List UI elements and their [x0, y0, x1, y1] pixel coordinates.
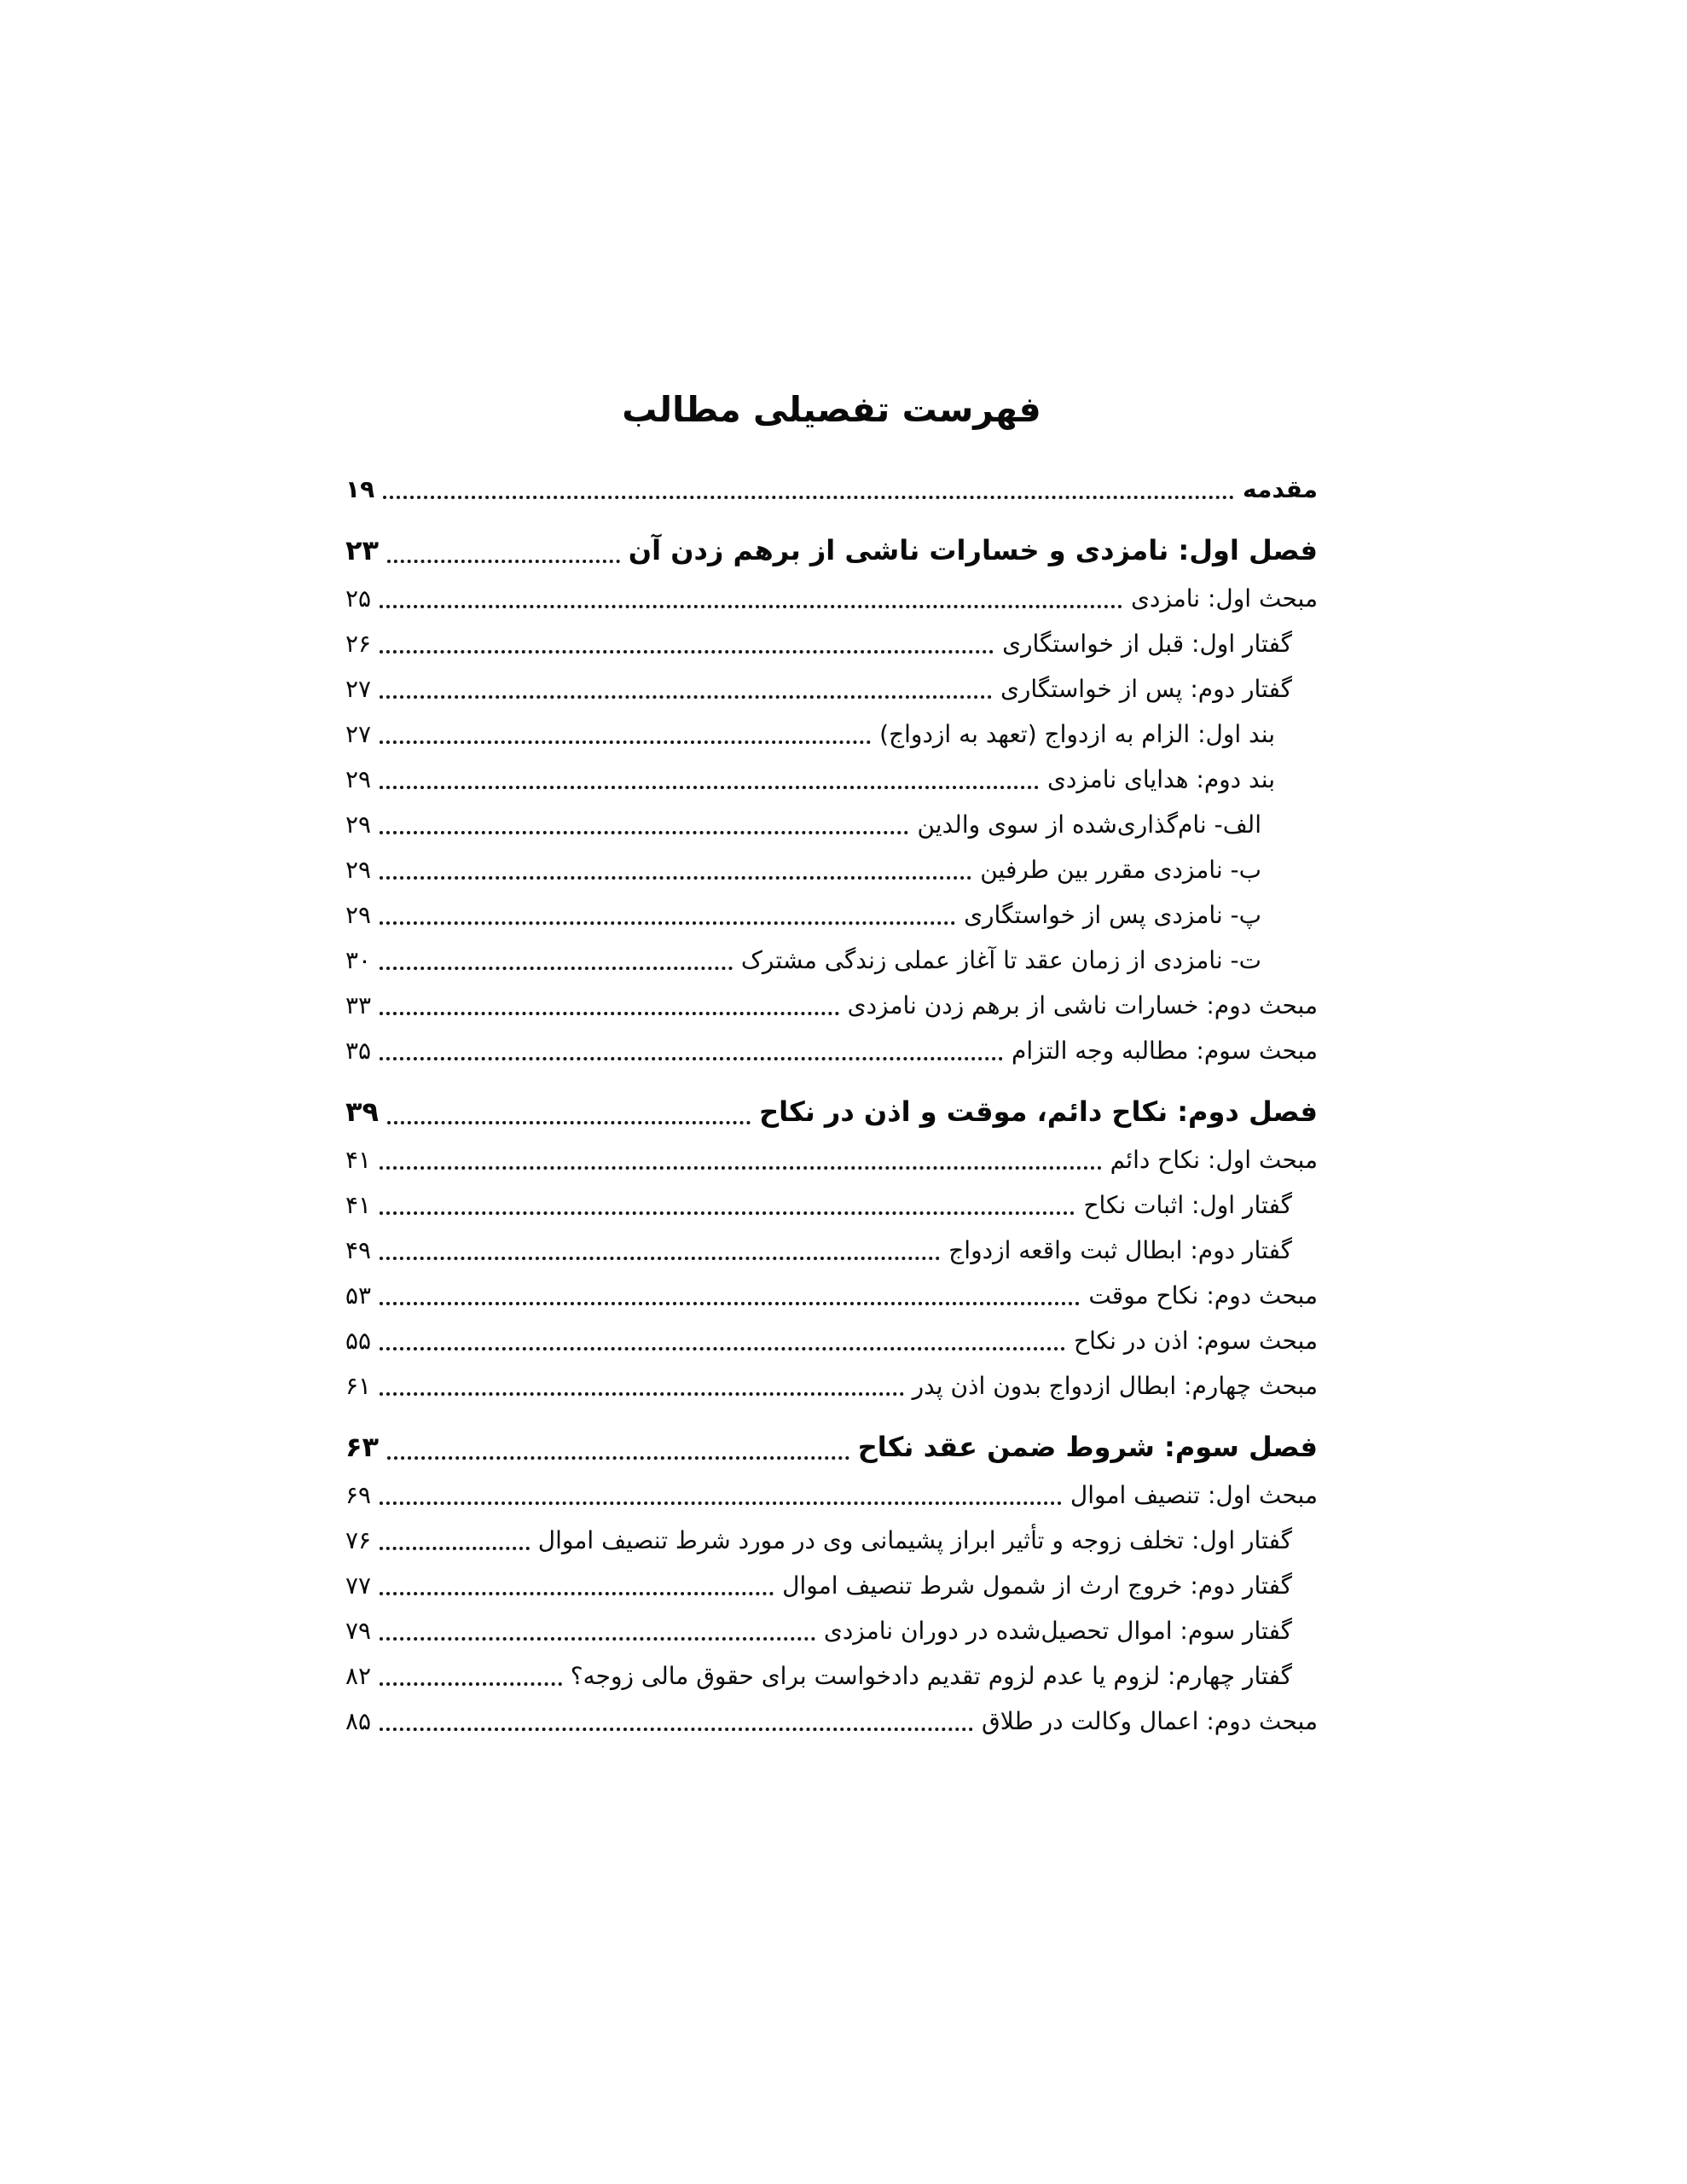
- toc-entry-title: مبحث اول: نامزدی: [1130, 584, 1318, 613]
- toc-entry-page: ۵۳: [345, 1281, 372, 1310]
- dot-leader: [380, 831, 908, 834]
- toc-entry-title: گفتار دوم: خروج ارث از شمول شرط تنصیف اموال: [782, 1571, 1292, 1600]
- toc-entry-page: ۴۱: [345, 1191, 372, 1219]
- dot-leader: [383, 496, 1234, 499]
- toc-row: [345, 627, 1318, 661]
- toc-entry-page: ۲۳: [345, 534, 380, 566]
- toc-entry-title: ب- نامزدی مقرر بین طرفین: [980, 856, 1261, 884]
- toc-entry-page: ۲۹: [345, 901, 372, 929]
- dot-leader: [380, 1347, 1065, 1350]
- toc-entry-page: ۳۵: [345, 1037, 372, 1065]
- dot-leader: [380, 650, 994, 653]
- dot-leader: [380, 1637, 815, 1641]
- toc-entry-page: ۸۵: [345, 1707, 372, 1735]
- page-title: فهرست تفصیلی مطالب: [622, 389, 1041, 430]
- toc-list: [345, 473, 1318, 1739]
- toc-row: [345, 1705, 1318, 1739]
- toc-row: [345, 808, 1318, 842]
- dot-leader: [387, 1121, 751, 1124]
- toc-entry-title: مقدمه: [1243, 475, 1318, 503]
- toc-row: [345, 1234, 1318, 1268]
- toc-entry-page: ۶۹: [345, 1481, 372, 1509]
- toc-row: [345, 717, 1318, 752]
- dot-leader: [380, 1592, 774, 1595]
- toc-entry-page: ۳۰: [345, 946, 372, 974]
- toc-row: [345, 898, 1318, 932]
- toc-entry-title: مبحث سوم: مطالبه وجه التزام: [1012, 1037, 1318, 1065]
- toc-entry-title: بند اول: الزام به ازدواج (تعهد به ازدواج): [879, 720, 1275, 748]
- toc-row: [345, 1478, 1318, 1513]
- toc-row: [345, 1614, 1318, 1648]
- toc-entry-title: گفتار دوم: ابطال ثبت واقعه ازدواج: [948, 1236, 1292, 1264]
- toc-row: [345, 989, 1318, 1023]
- dot-leader: [380, 1211, 1075, 1215]
- dot-leader: [380, 876, 971, 880]
- toc-row: [345, 1188, 1318, 1223]
- toc-entry-page: ۳۹: [345, 1095, 380, 1128]
- toc-entry-title: مبحث چهارم: ابطال ازدواج بدون اذن پدر: [912, 1372, 1318, 1400]
- toc-row: [345, 1569, 1318, 1603]
- toc-row: [345, 473, 1318, 507]
- toc-entry-page: ۷۹: [345, 1617, 372, 1645]
- dot-leader: [380, 605, 1122, 608]
- toc-entry-title: فصل سوم: شروط ضمن عقد نکاح: [857, 1431, 1318, 1463]
- toc-row: [345, 1659, 1318, 1693]
- toc-row: [345, 1369, 1318, 1403]
- dot-leader: [380, 967, 733, 970]
- dot-leader: [380, 1302, 1080, 1305]
- toc-row: [345, 1034, 1318, 1068]
- dot-leader: [387, 560, 620, 563]
- dot-leader: [380, 1057, 1003, 1060]
- toc-entry-page: ۶۳: [345, 1431, 380, 1463]
- toc-row: [345, 582, 1318, 616]
- dot-leader: [380, 786, 1039, 789]
- toc-entry-page: ۷۷: [345, 1571, 372, 1600]
- dot-leader: [380, 1166, 1102, 1170]
- toc-entry-title: گفتار سوم: اموال تحصیل‌شده در دوران نامزدی: [823, 1617, 1292, 1645]
- toc-entry-page: ۴۹: [345, 1236, 372, 1264]
- toc-row: [345, 672, 1318, 706]
- toc-entry-page: ۲۶: [345, 630, 372, 658]
- toc-row: [345, 944, 1318, 978]
- dot-leader: [380, 695, 992, 699]
- toc-entry-page: ۲۹: [345, 810, 372, 839]
- toc-entry-page: ۲۷: [345, 675, 372, 703]
- toc-row: [345, 1279, 1318, 1313]
- dot-leader: [380, 1392, 904, 1396]
- dot-leader: [380, 1257, 940, 1260]
- toc-row: [345, 1524, 1318, 1558]
- toc-entry-title: گفتار دوم: پس از خواستگاری: [1000, 675, 1292, 703]
- toc-entry-title: گفتار اول: قبل از خواستگاری: [1002, 630, 1292, 658]
- toc-entry-title: بند دوم: هدایای نامزدی: [1046, 765, 1275, 793]
- toc-entry-title: گفتار چهارم: لزوم یا عدم لزوم تقدیم دادخواست برای حقوق مالی زوجه؟: [570, 1662, 1292, 1690]
- toc-entry-page: ۲۹: [345, 856, 372, 884]
- dot-leader: [380, 921, 955, 925]
- toc-entry-page: ۶۱: [345, 1372, 372, 1400]
- toc-entry-page: ۴۱: [345, 1146, 372, 1174]
- toc-entry-title: گفتار اول: اثبات نکاح: [1083, 1191, 1292, 1219]
- toc-row: [345, 763, 1318, 797]
- toc-row: [345, 1091, 1318, 1132]
- toc-entry-page: ۵۵: [345, 1327, 372, 1355]
- toc-entry-page: ۳۳: [345, 991, 372, 1019]
- dot-leader: [380, 1502, 1062, 1505]
- toc-row: [345, 1324, 1318, 1358]
- toc-entry-title: الف- نام‌گذاری‌شده از سوی والدین: [917, 810, 1261, 839]
- toc-entry-title: مبحث اول: نکاح دائم: [1110, 1146, 1318, 1174]
- toc-entry-page: ۸۲: [345, 1662, 372, 1690]
- toc-entry-title: ت- نامزدی از زمان عقد تا آغاز عملی زندگی مشترک: [740, 946, 1261, 974]
- toc-content: [345, 386, 1318, 1739]
- toc-entry-title: مبحث اول: تنصیف اموال: [1070, 1481, 1318, 1509]
- toc-entry-page: ۷۶: [345, 1526, 372, 1554]
- toc-row: [345, 1426, 1318, 1467]
- toc-entry-title: گفتار اول: تخلف زوجه و تأثیر ابراز پشیمانی وی در مورد شرط تنصیف اموال: [537, 1526, 1292, 1554]
- dot-leader: [387, 1456, 849, 1460]
- toc-entry-title: مبحث دوم: نکاح موقت: [1088, 1281, 1318, 1310]
- toc-entry-title: فصل اول: نامزدی و خسارات ناشی از برهم زدن آن: [628, 534, 1318, 566]
- toc-entry-title: فصل دوم: نکاح دائم، موقت و اذن در نکاح: [759, 1095, 1318, 1128]
- dot-leader: [380, 1547, 530, 1550]
- toc-entry-page: ۱۹: [345, 475, 375, 503]
- dot-leader: [380, 1012, 839, 1015]
- toc-entry-page: ۲۵: [345, 584, 372, 613]
- toc-entry-title: مبحث سوم: اذن در نکاح: [1074, 1327, 1318, 1355]
- toc-row: [345, 530, 1318, 571]
- dot-leader: [380, 1682, 562, 1686]
- toc-entry-title: مبحث دوم: خسارات ناشی از برهم زدن نامزدی: [847, 991, 1318, 1019]
- toc-entry-page: ۲۹: [345, 765, 372, 793]
- dot-leader: [380, 1728, 973, 1731]
- toc-entry-title: مبحث دوم: اعمال وکالت در طلاق: [982, 1707, 1318, 1735]
- toc-entry-title: پ- نامزدی پس از خواستگاری: [964, 901, 1261, 929]
- toc-row: [345, 853, 1318, 887]
- dot-leader: [380, 741, 871, 744]
- toc-entry-page: ۲۷: [345, 720, 372, 748]
- toc-row: [345, 1143, 1318, 1177]
